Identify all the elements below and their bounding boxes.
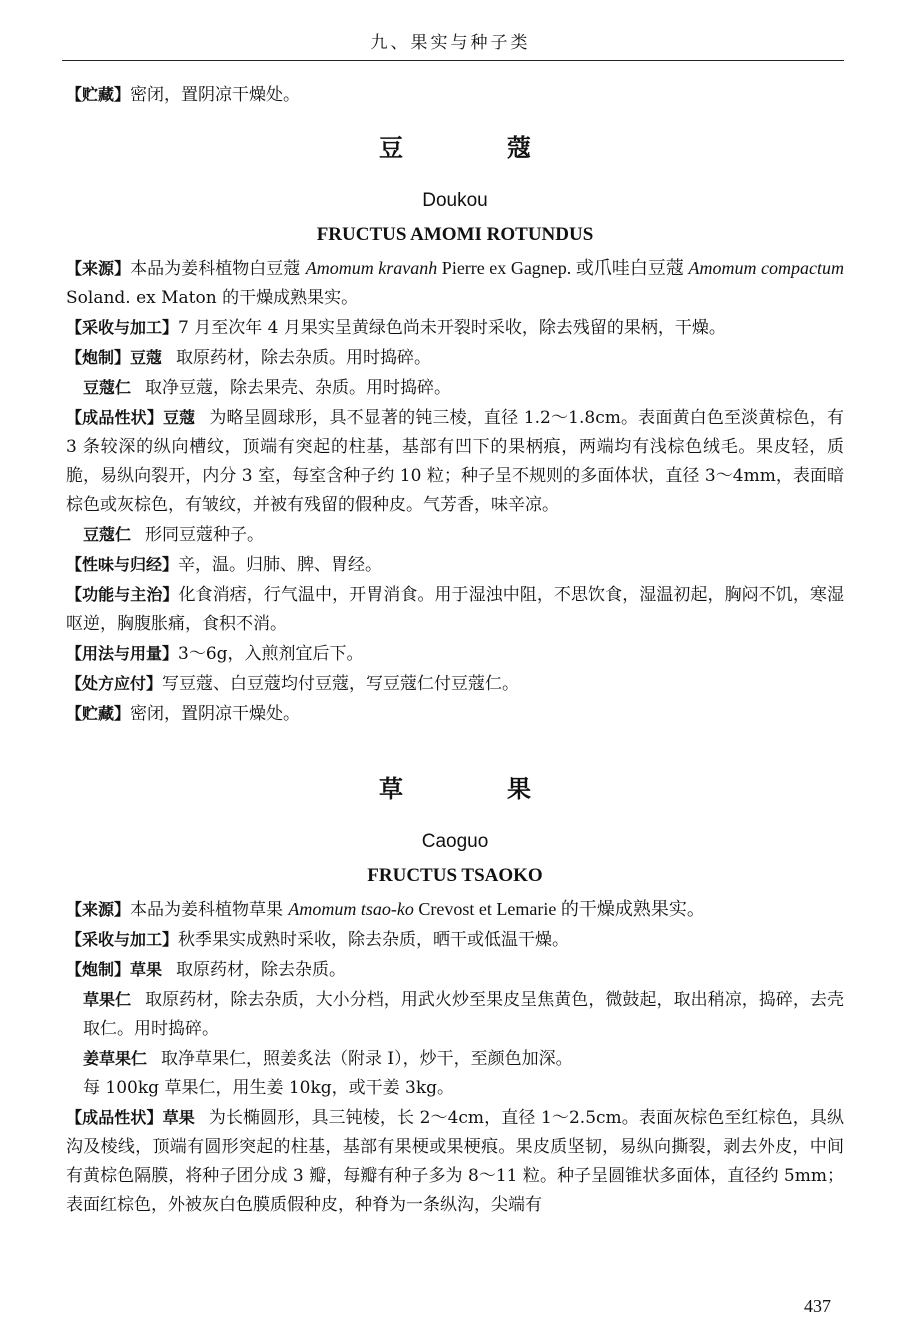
latin-name-doukou: FRUCTUS AMOMI ROTUNDUS (316, 224, 594, 245)
harvest-label: 【采收与加工】 (66, 318, 179, 337)
processing-item-text: ），炒干，至颜色加深。 (394, 1049, 573, 1069)
characteristics-label: 【成品性状】 (66, 408, 163, 427)
characteristics-text: 为略呈圆球形，具不显著的钝三棱，直径 1.2～1.8cm。表面黄白色至淡黄棕色，有 3 条较深的纵向槽纹，顶端有突起的柱基，基部有凹下的果柄痕，两端均有浅棕色绒毛。果皮轻，质脆，易纵向裂开，内分 3 室，每室含种子约 10 粒；种子呈不规则的多面体状，直径 3～4mm，表面暗棕色或灰棕色，有皱纹，并被有残留的假种皮。气芳香，味辛凉。 (66, 408, 844, 515)
pinyin-caoguo: Caoguo (421, 831, 489, 852)
usage-text: 3～6g，入煎剂宜后下。 (178, 644, 364, 664)
source-entry (66, 895, 844, 925)
storage-text: 密闭，置阴凉干燥处。 (130, 85, 301, 105)
function-label: 【功能与主治】 (66, 585, 179, 604)
usage-entry (66, 639, 844, 669)
storage-entry (66, 699, 844, 729)
appendix-roman-numeral: Ⅰ (387, 1049, 395, 1069)
storage-label: 【贮藏】 (66, 704, 131, 723)
source-text: Crevost et Lemarie 的干燥成熟果实。 (413, 899, 705, 919)
processing-label: 【炮制】 (66, 960, 131, 979)
source-label: 【来源】 (66, 900, 131, 919)
species-name: Amomum tsao-ko (288, 899, 414, 919)
monograph-title-doukou: 豆 蔻 (379, 134, 571, 162)
harvest-entry (66, 925, 844, 955)
processing-entry (66, 1044, 844, 1074)
pinyin-doukou: Doukou (422, 190, 488, 211)
processing-entry (66, 343, 844, 373)
species-name: Amomum kravanh (305, 258, 438, 278)
source-text: Soland. ex Maton 的干燥成熟果实。 (66, 288, 359, 308)
processing-item-text: 取净豆蔻，除去果壳、杂质。用时捣碎。 (145, 378, 452, 398)
source-text: 本品为姜科植物草果 (130, 900, 289, 920)
harvest-text: 秋季果实成熟时采收，除去杂质，晒干或低温干燥。 (178, 930, 570, 950)
source-entry (66, 254, 844, 313)
processing-item-name: 姜草果仁 (83, 1049, 148, 1068)
top-storage-entry (66, 80, 844, 110)
processing-item-name: 草果 (130, 960, 163, 979)
function-text: 化食消痞，行气温中，开胃消食。用于湿浊中阻，不思饮食，湿温初起，胸闷不饥，寒湿呕逆，胸腹胀痛，食积不消。 (66, 585, 844, 634)
characteristics-item-name: 豆蔻 (162, 408, 196, 427)
source-label: 【来源】 (66, 259, 131, 278)
nature-label: 【性味与归经】 (66, 555, 179, 574)
monograph-title-caoguo: 草 果 (379, 775, 571, 803)
header-rule (62, 60, 844, 61)
nature-entry (66, 550, 844, 580)
harvest-entry (66, 313, 844, 343)
processing-item-name: 豆蔻 (130, 348, 163, 367)
section-gap (66, 729, 844, 751)
source-text: 本品为姜科植物白豆蔻 (130, 259, 306, 279)
storage-label: 【贮藏】 (66, 85, 131, 104)
characteristics-entry (66, 520, 844, 550)
page-number: 437 (804, 1296, 831, 1316)
latin-name-caoguo: FRUCTUS TSAOKO (367, 865, 543, 886)
storage-text: 密闭，置阴凉干燥处。 (130, 704, 301, 724)
processing-item-text: 取原药材，除去杂质。用时捣碎。 (176, 348, 432, 368)
processing-label: 【炮制】 (66, 348, 131, 367)
prescription-entry (66, 669, 844, 699)
source-text: Pierre ex Gagnep. 或爪哇白豆蔻 (437, 258, 689, 278)
processing-entry (66, 985, 844, 1044)
running-head: 九、果实与种子类 (370, 33, 531, 53)
processing-item-text: 取原药材，除去杂质。 (176, 960, 347, 980)
processing-item-name: 草果仁 (83, 990, 132, 1009)
characteristics-text: 形同豆蔻种子。 (145, 525, 265, 545)
harvest-label: 【采收与加工】 (66, 930, 179, 949)
page-content (66, 80, 844, 1220)
characteristics-text: 为长椭圆形，具三钝棱，长 2～4cm，直径 1～2.5cm。表面灰棕色至红棕色，具纵沟及棱线，顶端有圆形突起的柱基，基部有果梗或果梗痕。果皮质坚韧，易纵向撕裂，剥去外皮，中间有黄棕色隔膜，将种子团分成 3 瓣，每瓣有种子多为 8～11 粒。种子呈圆锥状多面体，直径约 5mm；表面红棕色，外被灰白色膜质假种皮，种脊为一条纵沟，尖端有 (66, 1108, 844, 1215)
processing-entry (66, 373, 844, 403)
processing-note: 每 100kg 草果仁，用生姜 10kg，或干姜 3kg。 (83, 1078, 455, 1098)
function-entry (66, 580, 844, 639)
processing-item-name: 豆蔻仁 (83, 378, 132, 397)
processing-item-text: 取原药材，除去杂质，大小分档，用武火炒至果皮呈焦黄色，微鼓起，取出稍凉，捣碎，去壳取仁。用时捣碎。 (83, 990, 844, 1039)
characteristics-item-name: 草果 (162, 1108, 195, 1127)
characteristics-item-name: 豆蔻仁 (83, 525, 132, 544)
prescription-text: 写豆蔻、白豆蔻均付豆蔻，写豆蔻仁付豆蔻仁。 (162, 674, 520, 694)
nature-text: 辛，温。归肺、脾、胃经。 (178, 555, 383, 575)
prescription-label: 【处方应付】 (66, 674, 163, 693)
usage-label: 【用法与用量】 (66, 644, 179, 663)
species-name: Amomum compactum (688, 258, 844, 278)
harvest-text: 7 月至次年 4 月果实呈黄绿色尚未开裂时采收，除去残留的果柄，干燥。 (178, 318, 726, 338)
characteristics-label: 【成品性状】 (66, 1108, 163, 1127)
processing-entry (66, 955, 844, 985)
processing-item-text: 取净草果仁，照姜炙法（附录 (161, 1049, 388, 1069)
characteristics-entry (66, 403, 844, 520)
characteristics-entry (66, 1103, 844, 1220)
